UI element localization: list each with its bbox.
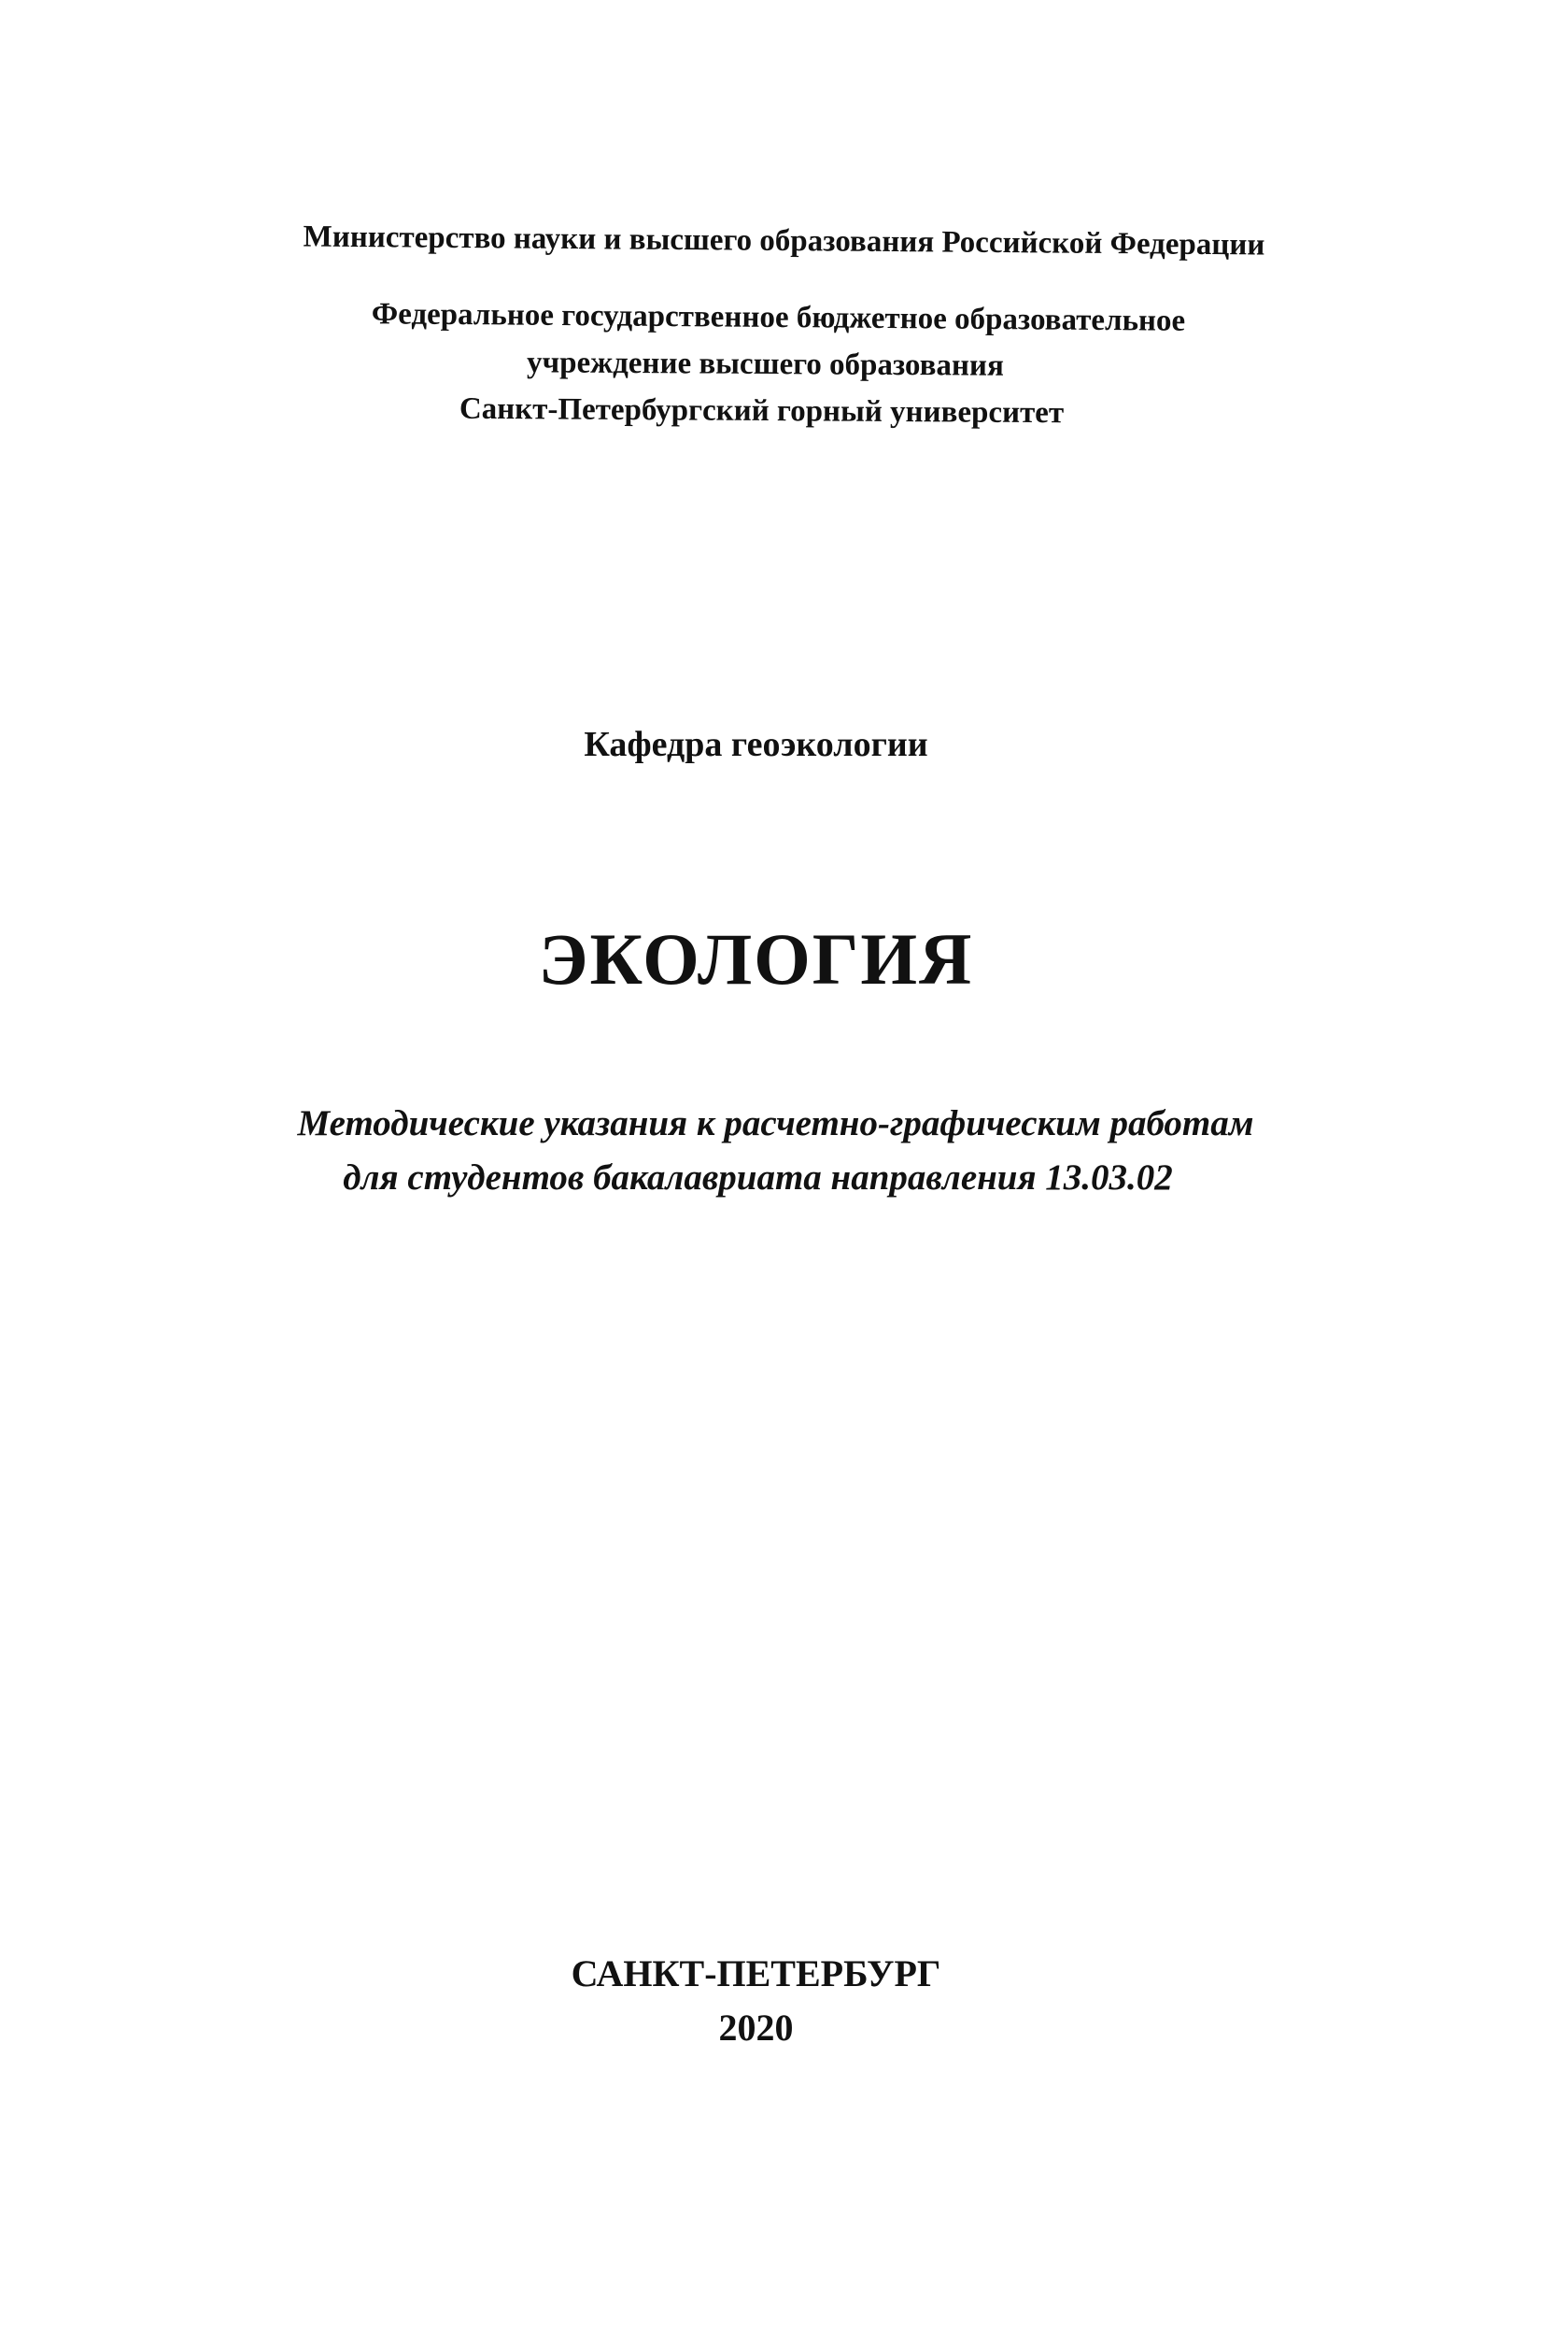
- institution-line-1: Федеральное государственное бюджетное образовательное: [371, 297, 1186, 338]
- ministry-name: Министерство науки и высшего образования Российской Федерации: [303, 220, 1265, 262]
- department-name: Кафедра геоэкологии: [584, 725, 928, 764]
- subtitle-line-2: для студентов бакалавриата направления 13.03.02: [343, 1157, 1173, 1198]
- subtitle-line-1: Методические указания к расчетно-графическим работам: [297, 1103, 1254, 1143]
- institution-line-2: учреждение высшего образования: [526, 346, 1004, 383]
- university-name: Санкт-Петербургский горный университет: [459, 391, 1065, 431]
- document-title: ЭКОЛОГИЯ: [538, 918, 974, 1000]
- imprint-city: САНКТ-ПЕТЕРБУРГ: [571, 1952, 941, 1994]
- imprint-year: 2020: [718, 2007, 794, 2049]
